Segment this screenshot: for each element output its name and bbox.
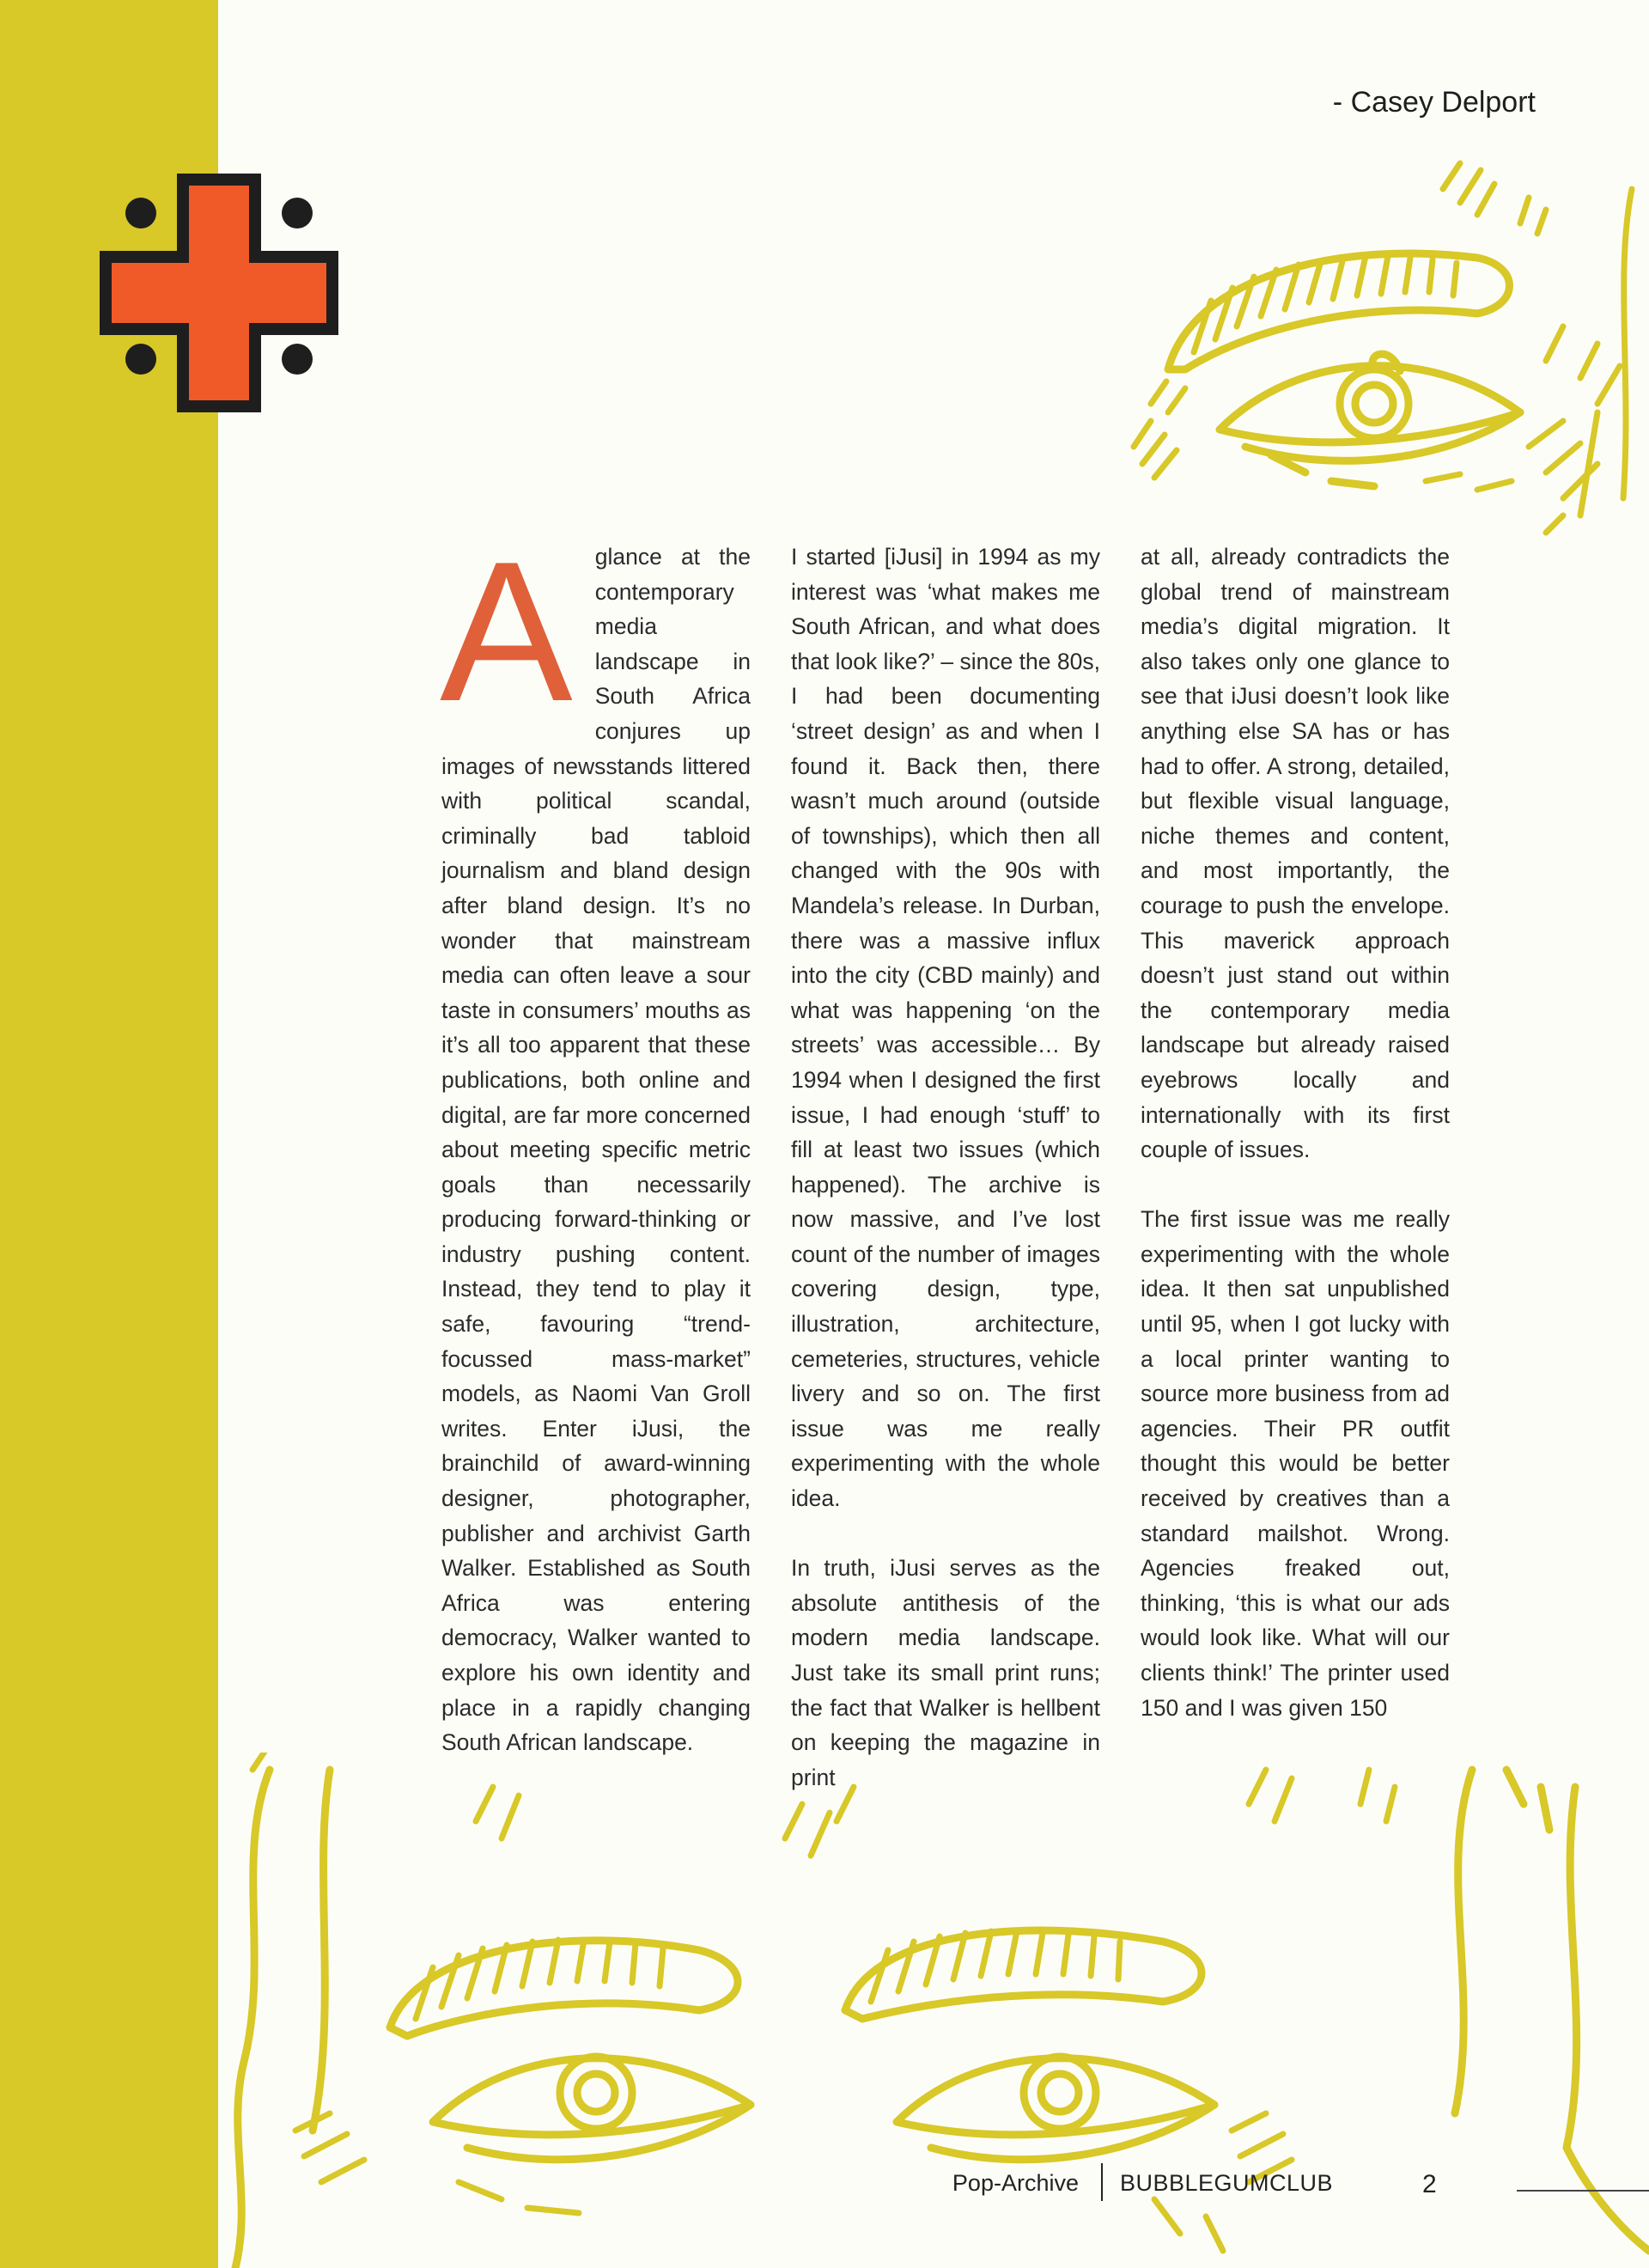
article-column-3 — [1141, 540, 1450, 1760]
page-number: 2 — [1422, 2170, 1437, 2198]
eye-illustration — [1117, 155, 1649, 550]
dropcap: A — [440, 521, 573, 743]
article-column-2 — [791, 540, 1100, 1830]
footer-brand: BUBBLEGUMCLUB — [1120, 2170, 1334, 2196]
paragraph-text: glance at the contemporary media landscape in South Africa conjures up images of newsstands littered with political scandal, criminally bad tabloid journalism and bland design after bland design. It’s no wonder that mainstream media can often leave a sour taste in consumers’ mouths as it’s all too apparent that these publications, both online and digital, are far more concerned about meeting specific metric goals than necessarily producing forward-thinking or industry pushing content. Instead, they tend to play it safe, favouring “trend-focussed mass-market” models, as Naomi Van Groll writes. Enter iJusi, the brainchild of award-winning designer, photographer, publisher and archivist Garth Walker. Established as South Africa was entering democracy, Walker wanted to explore his own identity and place in a rapidly changing South African landscape. — [441, 544, 751, 1756]
paragraph: I started [iJusi] in 1994 as my interest was ‘what makes me South African, and what does that look like?’ – since the 80s, I had been documenting ‘street design’ as and when I found it. Back then, there wasn’t much around (outside of townships), which then all changed with the 90s with Mandela’s release. In Durban, there was a massive influx into the city (CBD mainly) and what was happening ‘on the streets’ was accessible… By 1994 when I designed the first issue, I had enough ‘stuff’ to fill at least two issues (which happened). The archive is now massive, and I’ve lost count of the number of images covering design, type, illustration, architecture, cemeteries, structures, vehicle livery and so on. The first issue was me really experimenting with the whole idea. — [791, 544, 1100, 1512]
paragraph — [440, 521, 751, 1760]
paragraph: at all, already contradicts the global trend of mainstream media’s digital migration. It also takes only one glance to see that iJusi doesn’t look like anything else SA has or has had to offer. A strong, detailed, but flexible visual language, niche themes and content, and most importantly, the courage to push the envelope. This maverick approach doesn’t just stand out within the contemporary media landscape but already raised eyebrows locally and internationally with its first couple of issues. — [1141, 544, 1450, 1163]
article-column-1 — [440, 521, 751, 1795]
medical-cross-icon — [93, 168, 350, 426]
paragraph: The first issue was me really experimenting with the whole idea. It then sat unpublished until 95, when I got lucky with a local printer wanting to source more business from ad agencies. Their PR outfit thought this would be better received by creatives than a standard mailshot. Wrong. Agencies freaked out, thinking, ‘this is what our ads would look like. What will our clients think!’ The printer used 150 and I was given 150 — [1141, 1206, 1450, 1721]
footer-section-name: Pop-Archive — [952, 2170, 1079, 2196]
paragraph: In truth, iJusi serves as the absolute antithesis of the modern media landscape. Just take its small print runs; the fact that Walker is hellbent on keeping the magazine in print — [791, 1555, 1100, 1790]
page-footer — [0, 2170, 1649, 2213]
footer-divider — [1101, 2163, 1103, 2201]
author-byline: - Casey Delport — [1332, 86, 1536, 119]
footer-rule — [1517, 2190, 1649, 2192]
